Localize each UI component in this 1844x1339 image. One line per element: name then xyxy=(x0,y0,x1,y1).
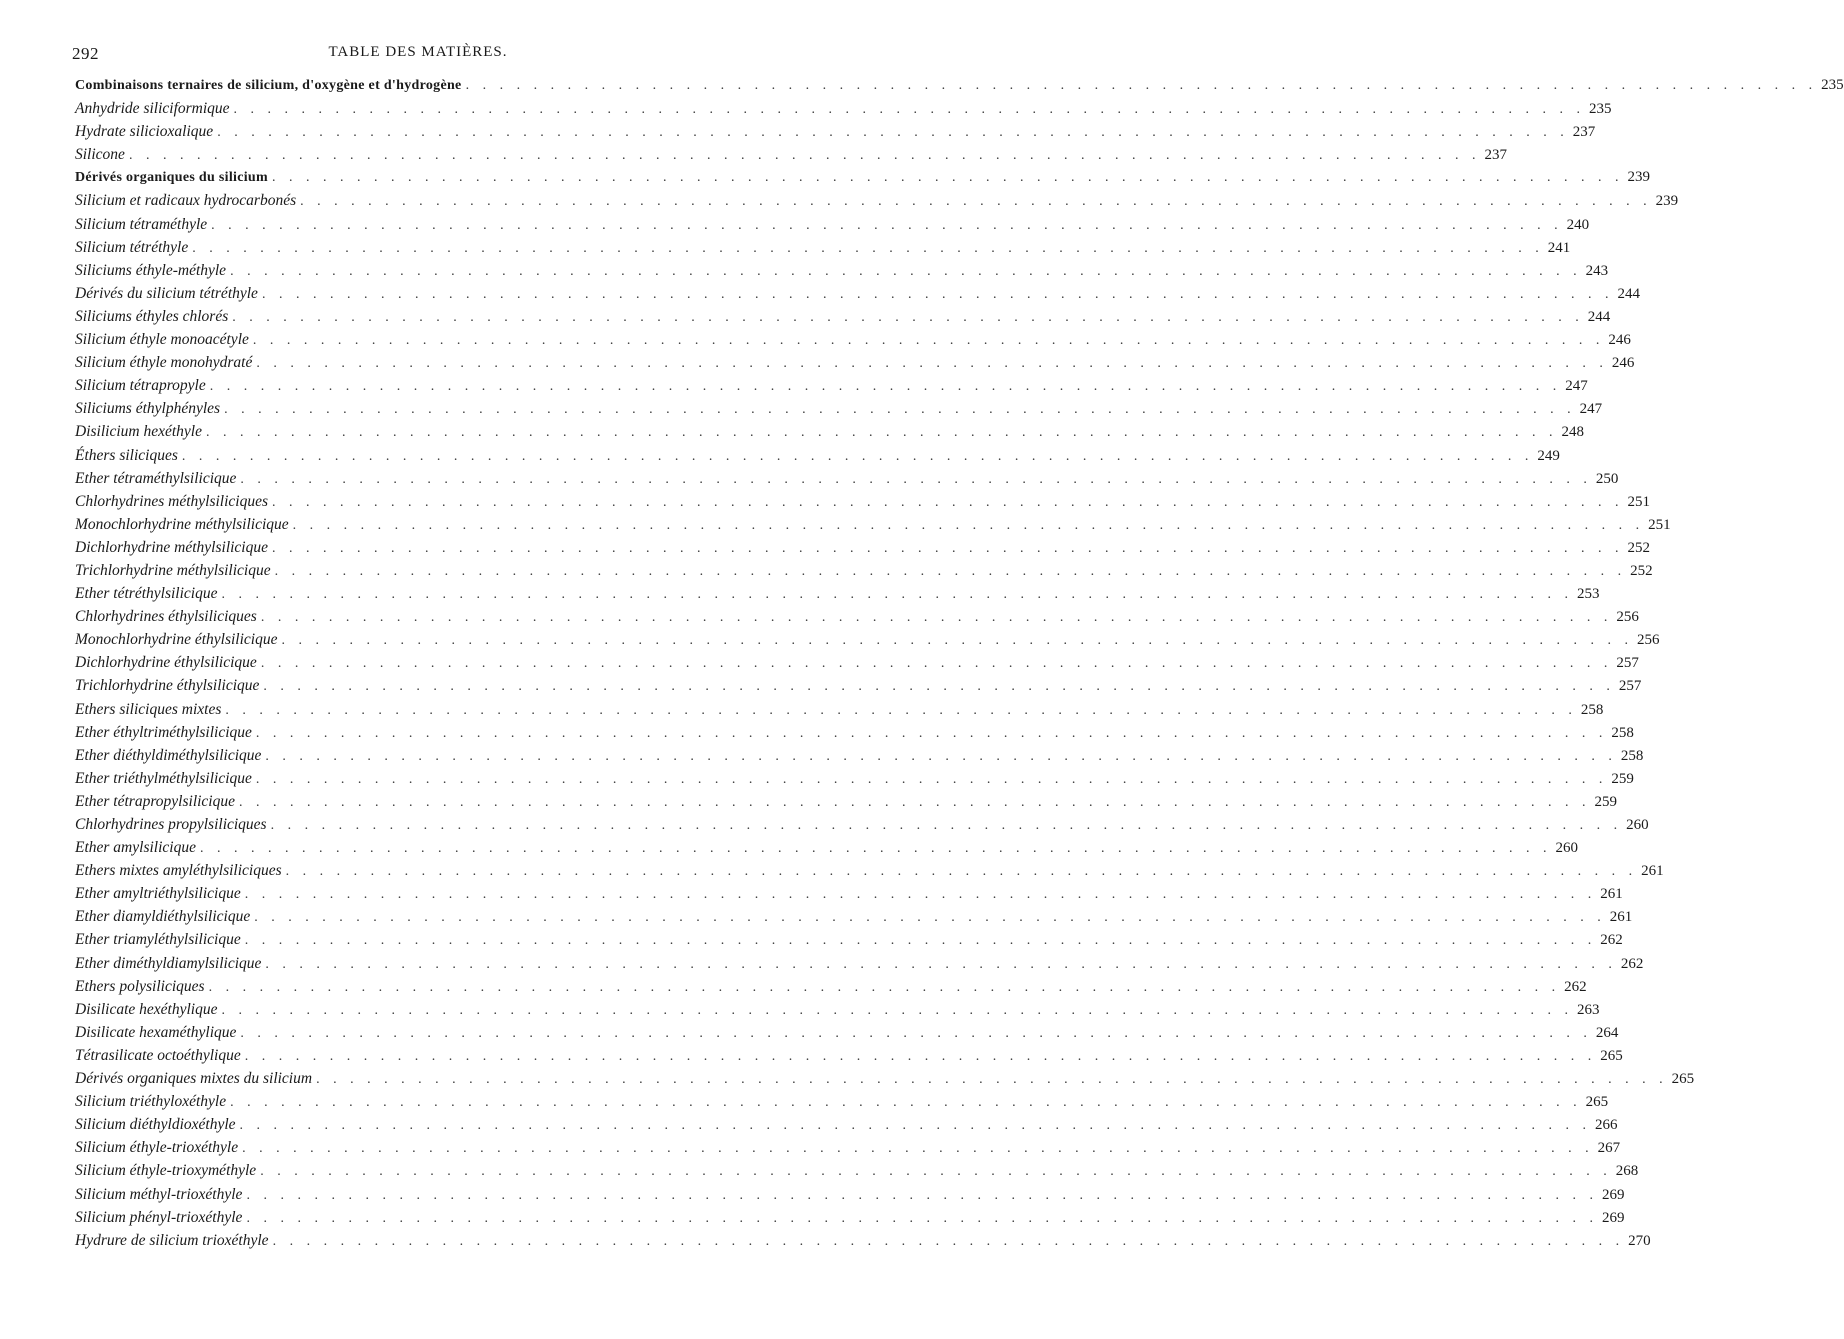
dot-leader: . . . . . . . . . . . . . . . . . . . . . . . . . . . . . . . . . . . . . . . . . . . . . . . . . . . . . . . . . . . . . . . . . . . . . . . . . . . . . . . . xyxy=(246,1210,1598,1226)
dot-leader: . . . . . . . . . . . . . . . . . . . . . . . . . . . . . . . . . . . . . . . . . . . . . . . . . . . . . . . . . . . . . . . . . . . . . . . . . . . . . . . . xyxy=(254,910,1606,926)
toc-entry-page: 268 xyxy=(1615,1163,1639,1180)
toc-entry-title: Combinaisons ternaires de silicium, d'oxygène et d'hydrogène xyxy=(75,78,462,93)
dot-leader: . . . . . . . . . . . . . . . . . . . . . . . . . . . . . . . . . . . . . . . . . . . . . . . . . . . . . . . . . . . . . . . . . . . . . . . . . . . . . . . . xyxy=(260,1164,1612,1180)
toc-entry-title: Dichlorhydrine méthylsilicique xyxy=(75,538,268,556)
toc-entry-title: Silicium tétraméthyle xyxy=(75,215,208,233)
toc-entry xyxy=(75,813,1649,836)
toc-entry-title: Silicium éthyle-trioxéthyle xyxy=(75,1139,239,1157)
toc-entry-title: Ether triamyléthylsilicique xyxy=(75,931,241,949)
toc-entry-page: 262 xyxy=(1620,955,1644,972)
toc-entry xyxy=(75,721,1634,744)
toc-entry xyxy=(75,1067,1695,1090)
toc-entry-title: Ether amyltriéthylsilicique xyxy=(75,885,241,903)
dot-leader: . . . . . . . . . . . . . . . . . . . . . . . . . . . . . . . . . . . . . . . . . . . . . . . . . . . . . . . . . . . . . . . . . . . . . . . . . . . . . . . . xyxy=(205,425,1558,441)
dot-leader: . . . . . . . . . . . . . . . . . . . . . . . . . . . . . . . . . . . . . . . . . . . . . . . . . . . . . . . . . . . . . . . . . . . . . . . . . . . . . . . . xyxy=(316,1072,1668,1088)
toc-entry-page: 237 xyxy=(1484,147,1507,164)
toc-entry xyxy=(75,536,1650,559)
toc-entry-page: 256 xyxy=(1636,632,1660,649)
toc-entry-title: Silicium éthyle-trioxyméthyle xyxy=(75,1162,257,1180)
dot-leader: . . . . . . . . . . . . . . . . . . . . . . . . . . . . . . . . . . . . . . . . . . . . . . . . . . . . . . . . . . . . . . . . . . . . . . . . . . . . . . . . xyxy=(128,148,1481,164)
toc-entry-title: Ether triéthylméthylsilicique xyxy=(75,769,252,787)
toc-entry-title: Dichlorhydrine éthylsilicique xyxy=(75,654,257,672)
toc-entry-title: Ether diamyldiéthylsilicique xyxy=(75,908,251,926)
dot-leader: . . . . . . . . . . . . . . . . . . . . . . . . . . . . . . . . . . . . . . . . . . . . . . . . . . . . . . . . . . . . . . . . . . . . . . . . . . . . . . . . xyxy=(255,771,1608,787)
toc-entry-page: 259 xyxy=(1594,793,1617,810)
toc-entry xyxy=(75,305,1611,328)
toc-entry-page: 258 xyxy=(1620,747,1644,764)
toc-entry xyxy=(75,744,1644,767)
dot-leader: . . . . . . . . . . . . . . . . . . . . . . . . . . . . . . . . . . . . . . . . . . . . . . . . . . . . . . . . . . . . . . . . . . . . . . . . . . . . . . . . xyxy=(240,1025,1592,1041)
toc-entry-title: Dérivés du silicium tétréthyle xyxy=(75,284,258,302)
toc-entry xyxy=(75,213,1590,236)
toc-entry-title: Trichlorhydrine méthylsilicique xyxy=(75,561,271,579)
toc-entry xyxy=(75,628,1660,651)
dot-leader: . . . . . . . . . . . . . . . . . . . . . . . . . . . . . . . . . . . . . . . . . . . . . . . . . . . . . . . . . . . . . . . . . . . . . . . . . . . . . . . . xyxy=(181,448,1534,464)
toc-entry xyxy=(75,444,1560,467)
toc-section-heading xyxy=(75,74,1844,97)
toc-entry xyxy=(75,836,1578,859)
toc-entry-title: Ether amylsilicique xyxy=(75,839,196,857)
toc-entry-title: Silicium tétréthyle xyxy=(75,238,189,256)
dot-leader: . . . . . . . . . . . . . . . . . . . . . . . . . . . . . . . . . . . . . . . . . . . . . . . . . . . . . . . . . . . . . . . . . . . . . . . . . . . . . . . . xyxy=(260,656,1613,672)
toc-entry-page: 250 xyxy=(1595,470,1619,487)
dot-leader: . . . . . . . . . . . . . . . . . . . . . . . . . . . . . . . . . . . . . . . . . . . . . . . . . . . . . . . . . . . . . . . . . . . . . . . . . . . . . . . . xyxy=(211,217,1563,233)
toc-entry xyxy=(75,236,1571,259)
dot-leader: . . . . . . . . . . . . . . . . . . . . . . . . . . . . . . . . . . . . . . . . . . . . . . . . . . . . . . . . . . . . . . . . . . . . . . . . . . . . . . . . xyxy=(272,1233,1625,1249)
toc-entry-title: Ethers polysiliciques xyxy=(75,977,205,995)
toc-entry-page: 251 xyxy=(1648,516,1671,533)
running-title: TABLE DES MATIÈRES. xyxy=(328,44,508,60)
toc-entry xyxy=(75,859,1664,882)
dot-leader: . . . . . . . . . . . . . . . . . . . . . . . . . . . . . . . . . . . . . . . . . . . . . . . . . . . . . . . . . . . . . . . . . . . . . . . . . . . . . . . . xyxy=(261,286,1614,302)
toc-entry xyxy=(75,467,1619,490)
dot-leader: . . . . . . . . . . . . . . . . . . . . . . . . . . . . . . . . . . . . . . . . . . . . . . . . . . . . . . . . . . . . . . . . . . . . . . . . . . . . . . . . xyxy=(232,309,1584,325)
dot-leader: . . . . . . . . . . . . . . . . . . . . . . . . . . . . . . . . . . . . . . . . . . . . . . . . . . . . . . . . . . . . . . . . . . . . . . . . . . . . . . . . xyxy=(281,633,1633,649)
toc-entry-title: Siliciums éthyles chlorés xyxy=(75,307,229,325)
dot-leader: . . . . . . . . . . . . . . . . . . . . . . . . . . . . . . . . . . . . . . . . . . . . . . . . . . . . . . . . . . . . . . . . . . . . . . . . . . . . . . . . xyxy=(244,887,1597,903)
toc-entry-title: Silicium tétrapropyle xyxy=(75,377,206,395)
dot-leader: . . . . . . . . . . . . . . . . . . . . . . . . . . . . . . . . . . . . . . . . . . . . . . . . . . . . . . . . . . . . . . . . . . . . . . . . . . . . . . . . xyxy=(239,1118,1592,1134)
dot-leader: . . . . . . . . . . . . . . . . . . . . . . . . . . . . . . . . . . . . . . . . . . . . . . . . . . . . . . . . . . . . . . . . . . . . . . . . . . . . . . . . xyxy=(244,1048,1597,1064)
toc-entry-title: Silicone xyxy=(75,146,125,164)
toc-entry-page: 264 xyxy=(1595,1024,1619,1041)
toc-entry xyxy=(75,651,1639,674)
toc-entry xyxy=(75,605,1639,628)
toc-entry xyxy=(75,790,1617,813)
toc-entry-title: Ether éthyltriméthylsilicique xyxy=(75,723,252,741)
dot-leader: . . . . . . . . . . . . . . . . . . . . . . . . . . . . . . . . . . . . . . . . . . . . . . . . . . . . . . . . . . . . . . . . . . . . . . . . . . . . . . . . xyxy=(208,979,1561,995)
dot-leader: . . . . . . . . . . . . . . . . . . . . . . . . . . . . . . . . . . . . . . . . . . . . . . . . . . . . . . . . . . . . . . . . . . . . . . . . . . . . . . . . xyxy=(192,240,1544,256)
dot-leader: . . . . . . . . . . . . . . . . . . . . . . . . . . . . . . . . . . . . . . . . . . . . . . . . . . . . . . . . . . . . . . . . . . . . . . . . . . . . . . . . xyxy=(256,356,1608,372)
toc-entry xyxy=(75,513,1671,536)
toc-entry xyxy=(75,351,1635,374)
toc-entry xyxy=(75,490,1651,513)
dot-leader: . . . . . . . . . . . . . . . . . . . . . . . . . . . . . . . . . . . . . . . . . . . . . . . . . . . . . . . . . . . . . . . . . . . . . . . . . . . . . . . . xyxy=(240,471,1592,487)
dot-leader: . . . . . . . . . . . . . . . . . . . . . . . . . . . . . . . . . . . . . . . . . . . . . . . . . . . . . . . . . . . . . . . . . . . . . . . . . . . . . . . . xyxy=(242,1141,1594,1157)
toc-entry xyxy=(75,397,1603,420)
toc-entry xyxy=(75,1090,1609,1113)
toc-entry xyxy=(75,975,1587,998)
dot-leader: . . . . . . . . . . . . . . . . . . . . . . . . . . . . . . . . . . . . . . . . . . . . . . . . . . . . . . . . . . . . . . . . . . . . . . . . . . . . . . . . xyxy=(274,563,1627,579)
dot-leader: . . . . . . . . . . . . . . . . . . . . . . . . . . . . . . . . . . . . . . . . . . . . . . . . . . . . . . . . . . . . . . . . . . . . . . . . . . . . . . . . xyxy=(230,1095,1582,1111)
dot-leader: . . . . . . . . . . . . . . . . . . . . . . . . . . . . . . . . . . . . . . . . . . . . . . . . . . . . . . . . . . . . . . . . . . . . . . . . . . . . . . . . xyxy=(265,748,1617,764)
toc-entry-title: Chlorhydrines propylsiliciques xyxy=(75,816,267,833)
toc-entry xyxy=(75,420,1584,443)
toc-entry-page: 252 xyxy=(1630,562,1653,579)
toc-entry xyxy=(75,259,1609,282)
toc-entry xyxy=(75,1206,1625,1229)
toc-entry-page: 251 xyxy=(1627,493,1651,510)
toc-entry-title: Ether tétraméthylsilicique xyxy=(75,469,237,487)
toc-entry-title: Disilicate hexaméthylique xyxy=(75,1023,237,1041)
dot-leader: . . . . . . . . . . . . . . . . . . . . . . . . . . . . . . . . . . . . . . . . . . . . . . . . . . . . . . . . . . . . . . . . . . . . . . . . . . . . . . . . xyxy=(224,402,1576,418)
toc-entry-title: Dérivés organiques mixtes du silicium xyxy=(75,1070,313,1088)
page-number: 292 xyxy=(72,44,99,63)
toc-entry-title: Silicium méthyl-trioxéthyle xyxy=(75,1185,243,1203)
dot-leader: . . . . . . . . . . . . . . . . . . . . . . . . . . . . . . . . . . . . . . . . . . . . . . . . . . . . . . . . . . . . . . . . . . . . . . . . . . . . . . . . xyxy=(244,933,1597,949)
toc-entry-title: Ether tétrapropylsilicique xyxy=(75,792,235,810)
table-of-contents xyxy=(75,74,1844,1252)
toc-entry-title: Ethers siliciques mixtes xyxy=(75,700,222,718)
toc-entry-page: 246 xyxy=(1611,355,1635,372)
dot-leader: . . . . . . . . . . . . . . . . . . . . . . . . . . . . . . . . . . . . . . . . . . . . . . . . . . . . . . . . . . . . . . . . . . . . . . . . . . . . . . . . xyxy=(292,517,1645,533)
toc-entry xyxy=(75,374,1588,397)
dot-leader: . . . . . . . . . . . . . . . . . . . . . . . . . . . . . . . . . . . . . . . . . . . . . . . . . . . . . . . . . . . . . . . . . . . . . . . . . . . . . . . . xyxy=(209,379,1562,395)
toc-entry-page: 258 xyxy=(1611,724,1634,741)
dot-leader: . . . . . . . . . . . . . . . . . . . . . . . . . . . . . . . . . . . . . . . . . . . . . . . . . . . . . . . . . . . . . . . . . . . . . . . . . . . . . . . . xyxy=(272,494,1624,510)
toc-entry-page: 247 xyxy=(1565,378,1588,395)
dot-leader: . . . . . . . . . . . . . . . . . . . . . . . . . . . . . . . . . . . . . . . . . . . . . . . . . . . . . . . . . . . . . . . . . . . . . . . . . . . . . . . . xyxy=(221,1002,1573,1018)
toc-entry-page: 237 xyxy=(1572,124,1596,141)
toc-entry xyxy=(75,882,1623,905)
toc-entry xyxy=(75,189,1679,212)
toc-section-heading xyxy=(75,166,1650,189)
dot-leader: . . . . . . . . . . . . . . . . . . . . . . . . . . . . . . . . . . . . . . . . . . . . . . . . . . . . . . . . . . . . . . . . . . . . . . . . . . . . . . . . xyxy=(260,610,1613,626)
dot-leader: . . . . . . . . . . . . . . . . . . . . . . . . . . . . . . . . . . . . . . . . . . . . . . . . . . . . . . . . . . . . . . . . . . . . . . . . . . . . . . . . xyxy=(225,702,1577,718)
dot-leader: . . . . . . . . . . . . . . . . . . . . . . . . . . . . . . . . . . . . . . . . . . . . . . . . . . . . . . . . . . . . . . . . . . . . . . . . . . . . . . . . xyxy=(270,818,1623,833)
toc-entry-title: Silicium phényl-trioxéthyle xyxy=(75,1208,243,1226)
toc-entry xyxy=(75,1044,1623,1067)
toc-entry-page: 256 xyxy=(1616,609,1639,626)
toc-entry xyxy=(75,97,1612,120)
toc-entry-page: 265 xyxy=(1600,1047,1623,1064)
toc-entry-page: 270 xyxy=(1628,1232,1651,1249)
toc-entry-page: 235 xyxy=(1821,77,1844,93)
dot-leader: . . . . . . . . . . . . . . . . . . . . . . . . . . . . . . . . . . . . . . . . . . . . . . . . . . . . . . . . . . . . . . . . . . . . . . . . . . . . . . . . xyxy=(265,956,1617,972)
toc-entry xyxy=(75,143,1507,166)
toc-entry xyxy=(75,905,1633,928)
toc-entry-page: 239 xyxy=(1655,193,1679,210)
toc-entry xyxy=(75,1136,1621,1159)
toc-entry-page: 244 xyxy=(1587,308,1611,325)
dot-leader: . . . . . . . . . . . . . . . . . . . . . . . . . . . . . . . . . . . . . . . . . . . . . . . . . . . . . . . . . . . . . . . . . . . . . . . . . . . . . . . . xyxy=(217,125,1569,141)
toc-entry-page: 265 xyxy=(1585,1094,1609,1111)
toc-entry-page: 253 xyxy=(1576,586,1600,603)
toc-entry-page: 266 xyxy=(1595,1117,1618,1134)
toc-entry-page: 244 xyxy=(1617,285,1640,302)
page-header xyxy=(72,44,764,68)
toc-entry-page: 248 xyxy=(1561,424,1584,441)
toc-entry-page: 262 xyxy=(1600,932,1623,949)
toc-entry-title: Ether diéthyldiméthylsilicique xyxy=(75,746,262,764)
dot-leader: . . . . . . . . . . . . . . . . . . . . . . . . . . . . . . . . . . . . . . . . . . . . . . . . . . . . . . . . . . . . . . . . . . . . . . . . . . . . . . . . xyxy=(233,102,1586,118)
toc-entry-page: 247 xyxy=(1579,401,1603,418)
toc-entry-title: Monochlorhydrine méthylsilicique xyxy=(75,515,289,533)
toc-entry-page: 269 xyxy=(1601,1186,1625,1203)
toc-entry-title: Ether diméthyldiamylsilicique xyxy=(75,954,262,972)
dot-leader: . . . . . . . . . . . . . . . . . . . . . . . . . . . . . . . . . . . . . . . . . . . . . . . . . . . . . . . . . . . . . . . . . . . . . . . . . . . . . . . . xyxy=(255,725,1608,741)
toc-entry xyxy=(75,698,1604,721)
toc-entry-page: 265 xyxy=(1671,1071,1695,1088)
toc-entry-title: Silicium éthyle monohydraté xyxy=(75,354,253,372)
dot-leader: . . . . . . . . . . . . . . . . . . . . . . . . . . . . . . . . . . . . . . . . . . . . . . . . . . . . . . . . . . . . . . . . . . . . . . . . . . . . . . . . xyxy=(465,78,1818,93)
toc-entry xyxy=(75,1229,1651,1252)
dot-leader: . . . . . . . . . . . . . . . . . . . . . . . . . . . . . . . . . . . . . . . . . . . . . . . . . . . . . . . . . . . . . . . . . . . . . . . . . . . . . . . . xyxy=(300,194,1652,210)
toc-entry-title: Dérivés organiques du silicium xyxy=(75,170,268,186)
toc-entry xyxy=(75,582,1600,605)
toc-entry-title: Silicium diéthyldioxéthyle xyxy=(75,1116,236,1134)
toc-entry-page: 267 xyxy=(1597,1140,1621,1157)
toc-entry-title: Hydrate silicioxalique xyxy=(75,123,214,141)
dot-leader: . . . . . . . . . . . . . . . . . . . . . . . . . . . . . . . . . . . . . . . . . . . . . . . . . . . . . . . . . . . . . . . . . . . . . . . . . . . . . . . . xyxy=(271,170,1624,186)
toc-entry xyxy=(75,282,1640,305)
dot-leader: . . . . . . . . . . . . . . . . . . . . . . . . . . . . . . . . . . . . . . . . . . . . . . . . . . . . . . . . . . . . . . . . . . . . . . . . . . . . . . . . xyxy=(239,794,1591,810)
dot-leader: . . . . . . . . . . . . . . . . . . . . . . . . . . . . . . . . . . . . . . . . . . . . . . . . . . . . . . . . . . . . . . . . . . . . . . . . . . . . . . . . xyxy=(272,540,1624,556)
toc-entry xyxy=(75,1159,1639,1182)
toc-entry-page: 246 xyxy=(1608,332,1631,349)
toc-entry-page: 262 xyxy=(1564,978,1587,995)
toc-entry-page: 235 xyxy=(1589,101,1612,118)
toc-entry-title: Disilicate hexéthylique xyxy=(75,1000,218,1018)
toc-entry-title: Trichlorhydrine éthylsilicique xyxy=(75,677,260,695)
toc-entry-page: 240 xyxy=(1566,216,1590,233)
toc-entry-page: 249 xyxy=(1537,447,1560,464)
toc-entry xyxy=(75,559,1653,582)
toc-entry-page: 257 xyxy=(1616,655,1639,672)
toc-entry-title: Silicium triéthyloxéthyle xyxy=(75,1093,227,1111)
toc-entry-title: Anhydride siliciformique xyxy=(75,100,230,118)
toc-entry-page: 241 xyxy=(1547,239,1571,256)
toc-entry-title: Hydrure de silicium trioxéthyle xyxy=(75,1231,269,1249)
toc-entry-page: 260 xyxy=(1555,840,1578,857)
toc-entry-title: Éthers siliciques xyxy=(75,446,178,464)
toc-entry-page: 239 xyxy=(1627,169,1650,186)
toc-entry-title: Ether tétréthylsilicique xyxy=(75,585,218,603)
toc-entry-page: 261 xyxy=(1609,909,1633,926)
toc-entry-page: 252 xyxy=(1627,539,1650,556)
toc-entry xyxy=(75,1021,1619,1044)
toc-entry-title: Chlorhydrines éthylsiliciques xyxy=(75,608,257,626)
toc-entry xyxy=(75,928,1623,951)
toc-entry-title: Monochlorhydrine éthylsilicique xyxy=(75,631,278,649)
toc-entry xyxy=(75,952,1644,975)
toc-entry-page: 258 xyxy=(1580,701,1604,718)
dot-leader: . . . . . . . . . . . . . . . . . . . . . . . . . . . . . . . . . . . . . . . . . . . . . . . . . . . . . . . . . . . . . . . . . . . . . . . . . . . . . . . . xyxy=(285,864,1638,880)
toc-entry-page: 261 xyxy=(1600,886,1623,903)
toc-entry-page: 263 xyxy=(1576,1001,1600,1018)
toc-entry-title: Siliciums éthyle-méthyle xyxy=(75,261,227,279)
toc-entry xyxy=(75,674,1642,697)
toc-entry xyxy=(75,120,1596,143)
dot-leader: . . . . . . . . . . . . . . . . . . . . . . . . . . . . . . . . . . . . . . . . . . . . . . . . . . . . . . . . . . . . . . . . . . . . . . . . . . . . . . . . xyxy=(230,263,1582,279)
toc-entry-title: Tétrasilicate octoéthylique xyxy=(75,1046,241,1064)
toc-entry-title: Ethers mixtes amyléthylsiliciques xyxy=(75,862,282,880)
toc-entry-title: Silicium éthyle monoacétyle xyxy=(75,331,249,349)
toc-entry xyxy=(75,1183,1625,1206)
toc-entry-page: 259 xyxy=(1611,770,1634,787)
toc-entry-title: Silicium et radicaux hydrocarbonés xyxy=(75,192,297,210)
toc-entry xyxy=(75,328,1631,351)
toc-entry-page: 261 xyxy=(1641,863,1664,880)
toc-entry-page: 269 xyxy=(1601,1209,1625,1226)
toc-entry-page: 257 xyxy=(1618,678,1642,695)
toc-entry-title: Siliciums éthylphényles xyxy=(75,400,221,418)
dot-leader: . . . . . . . . . . . . . . . . . . . . . . . . . . . . . . . . . . . . . . . . . . . . . . . . . . . . . . . . . . . . . . . . . . . . . . . . . . . . . . . . xyxy=(246,1187,1598,1203)
dot-leader: . . . . . . . . . . . . . . . . . . . . . . . . . . . . . . . . . . . . . . . . . . . . . . . . . . . . . . . . . . . . . . . . . . . . . . . . . . . . . . . . xyxy=(221,587,1573,603)
toc-entry-title: Disilicium hexéthyle xyxy=(75,423,202,441)
toc-entry xyxy=(75,998,1600,1021)
toc-entry xyxy=(75,1113,1618,1136)
toc-entry xyxy=(75,767,1634,790)
toc-entry-page: 260 xyxy=(1626,817,1649,833)
toc-entry-page: 243 xyxy=(1585,262,1609,279)
dot-leader: . . . . . . . . . . . . . . . . . . . . . . . . . . . . . . . . . . . . . . . . . . . . . . . . . . . . . . . . . . . . . . . . . . . . . . . . . . . . . . . . xyxy=(252,333,1605,349)
toc-entry-title: Chlorhydrines méthylsiliciques xyxy=(75,492,269,510)
dot-leader: . . . . . . . . . . . . . . . . . . . . . . . . . . . . . . . . . . . . . . . . . . . . . . . . . . . . . . . . . . . . . . . . . . . . . . . . . . . . . . . . xyxy=(263,679,1615,695)
dot-leader: . . . . . . . . . . . . . . . . . . . . . . . . . . . . . . . . . . . . . . . . . . . . . . . . . . . . . . . . . . . . . . . . . . . . . . . . . . . . . . . . xyxy=(199,841,1552,857)
